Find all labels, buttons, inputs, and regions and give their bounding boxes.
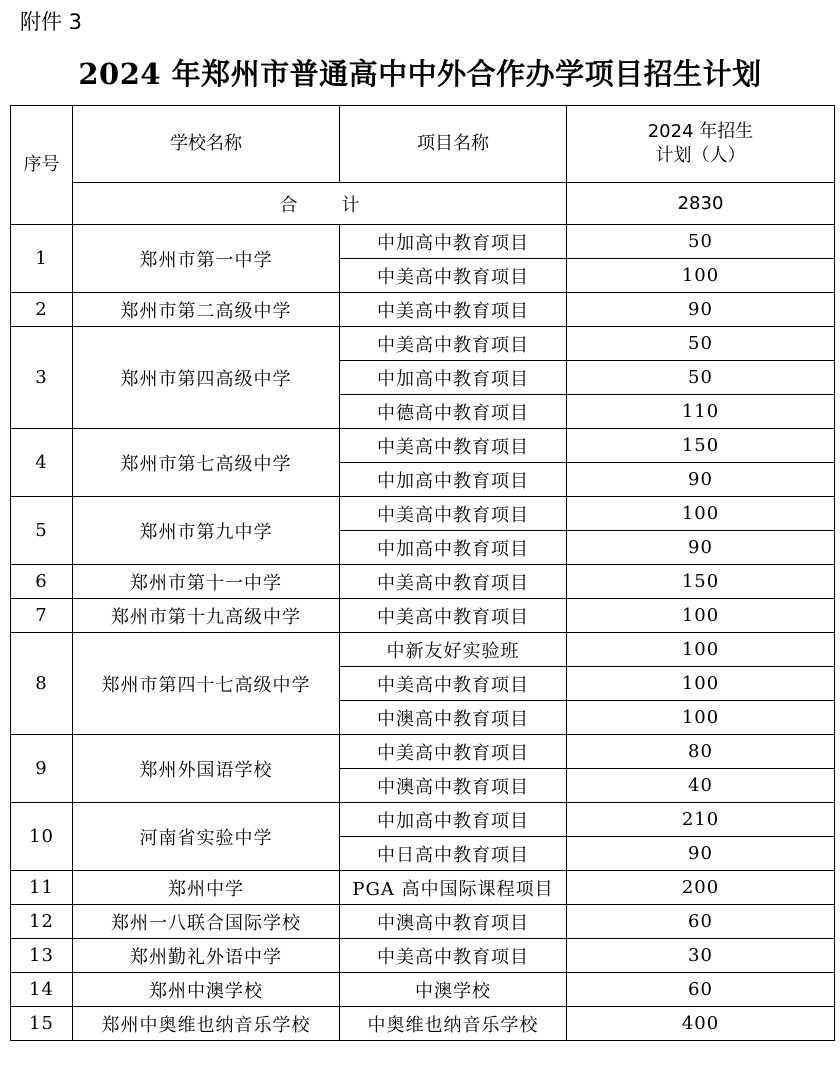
program-name: 中美高中教育项目 [340,735,567,769]
school-name: 郑州中学 [73,871,340,905]
table-row [11,803,835,837]
program-name: 中美高中教育项目 [340,327,567,361]
school-name: 郑州市第十一中学 [73,565,340,599]
program-count: 100 [567,599,835,633]
row-index: 11 [11,871,73,905]
program-name: 中美高中教育项目 [340,259,567,293]
program-count: 150 [567,429,835,463]
program-count: 80 [567,735,835,769]
program-name: 中奥维也纳音乐学校 [340,1007,567,1041]
program-name: 中美高中教育项目 [340,429,567,463]
program-name: 中美高中教育项目 [340,939,567,973]
program-count: 210 [567,803,835,837]
program-count: 40 [567,769,835,803]
school-name: 郑州市第九中学 [73,497,340,565]
table-row [11,497,835,531]
program-name: 中加高中教育项目 [340,531,567,565]
program-name: 中加高中教育项目 [340,463,567,497]
program-count: 110 [567,395,835,429]
table-row [11,225,835,259]
program-name: 中美高中教育项目 [340,667,567,701]
enrollment-plan-table [10,105,835,1041]
total-row [11,183,835,225]
school-name: 郑州中奥维也纳音乐学校 [73,1007,340,1041]
row-index: 5 [11,497,73,565]
program-count: 100 [567,701,835,735]
program-name: 中加高中教育项目 [340,361,567,395]
program-count: 100 [567,497,835,531]
program-count: 90 [567,531,835,565]
school-name: 河南省实验中学 [73,803,340,871]
program-count: 150 [567,565,835,599]
attachment-label: 附件 3 [20,10,83,34]
header-index: 序号 [11,106,73,225]
school-name: 郑州市第四十七高级中学 [73,633,340,735]
row-index: 2 [11,293,73,327]
table-row [11,599,835,633]
total-label: 合计 [73,183,567,225]
program-count: 200 [567,871,835,905]
table-body [11,225,835,1041]
program-name: 中澳学校 [340,973,567,1007]
school-name: 郑州市第二高级中学 [73,293,340,327]
program-name: 中澳高中教育项目 [340,701,567,735]
table-row [11,1007,835,1041]
row-index: 10 [11,803,73,871]
table-row [11,939,835,973]
row-index: 3 [11,327,73,429]
header-school: 学校名称 [73,106,340,183]
program-count: 90 [567,293,835,327]
header-count-line1: 2024 年招生 [647,121,754,142]
program-name: 中德高中教育项目 [340,395,567,429]
program-name: 中日高中教育项目 [340,837,567,871]
program-count: 30 [567,939,835,973]
row-index: 4 [11,429,73,497]
program-count: 400 [567,1007,835,1041]
table-row [11,327,835,361]
row-index: 1 [11,225,73,293]
row-index: 14 [11,973,73,1007]
row-index: 8 [11,633,73,735]
table-row [11,735,835,769]
school-name: 郑州中澳学校 [73,973,340,1007]
program-name: 中新友好实验班 [340,633,567,667]
row-index: 6 [11,565,73,599]
program-count: 50 [567,327,835,361]
program-count: 100 [567,633,835,667]
program-count: 50 [567,361,835,395]
program-name: 中澳高中教育项目 [340,905,567,939]
header-count [567,106,835,183]
row-index: 12 [11,905,73,939]
program-name: 中美高中教育项目 [340,599,567,633]
program-name: 中加高中教育项目 [340,225,567,259]
table-row [11,429,835,463]
table-row [11,565,835,599]
row-index: 13 [11,939,73,973]
school-name: 郑州市第十九高级中学 [73,599,340,633]
program-name: 中美高中教育项目 [340,565,567,599]
school-name: 郑州市第一中学 [73,225,340,293]
table-row [11,633,835,667]
header-count-line2: 计划（人） [655,145,746,166]
school-name: 郑州市第七高级中学 [73,429,340,497]
school-name: 郑州一八联合国际学校 [73,905,340,939]
row-index: 7 [11,599,73,633]
program-count: 50 [567,225,835,259]
program-count: 60 [567,973,835,1007]
table-row [11,905,835,939]
table-row [11,973,835,1007]
table-header-row [11,106,835,183]
header-program: 项目名称 [340,106,567,183]
school-name: 郑州外国语学校 [73,735,340,803]
program-count: 90 [567,837,835,871]
program-name: 中澳高中教育项目 [340,769,567,803]
program-name: 中美高中教育项目 [340,497,567,531]
program-name: 中加高中教育项目 [340,803,567,837]
program-count: 100 [567,667,835,701]
table-row [11,871,835,905]
row-index: 15 [11,1007,73,1041]
row-index: 9 [11,735,73,803]
table-row [11,293,835,327]
total-value: 2830 [567,183,835,225]
program-count: 60 [567,905,835,939]
document-title: 2024 年郑州市普通高中中外合作办学项目招生计划 [78,57,762,91]
school-name: 郑州勤礼外语中学 [73,939,340,973]
program-name: 中美高中教育项目 [340,293,567,327]
program-name: PGA 高中国际课程项目 [340,871,567,905]
program-count: 90 [567,463,835,497]
school-name: 郑州市第四高级中学 [73,327,340,429]
program-count: 100 [567,259,835,293]
